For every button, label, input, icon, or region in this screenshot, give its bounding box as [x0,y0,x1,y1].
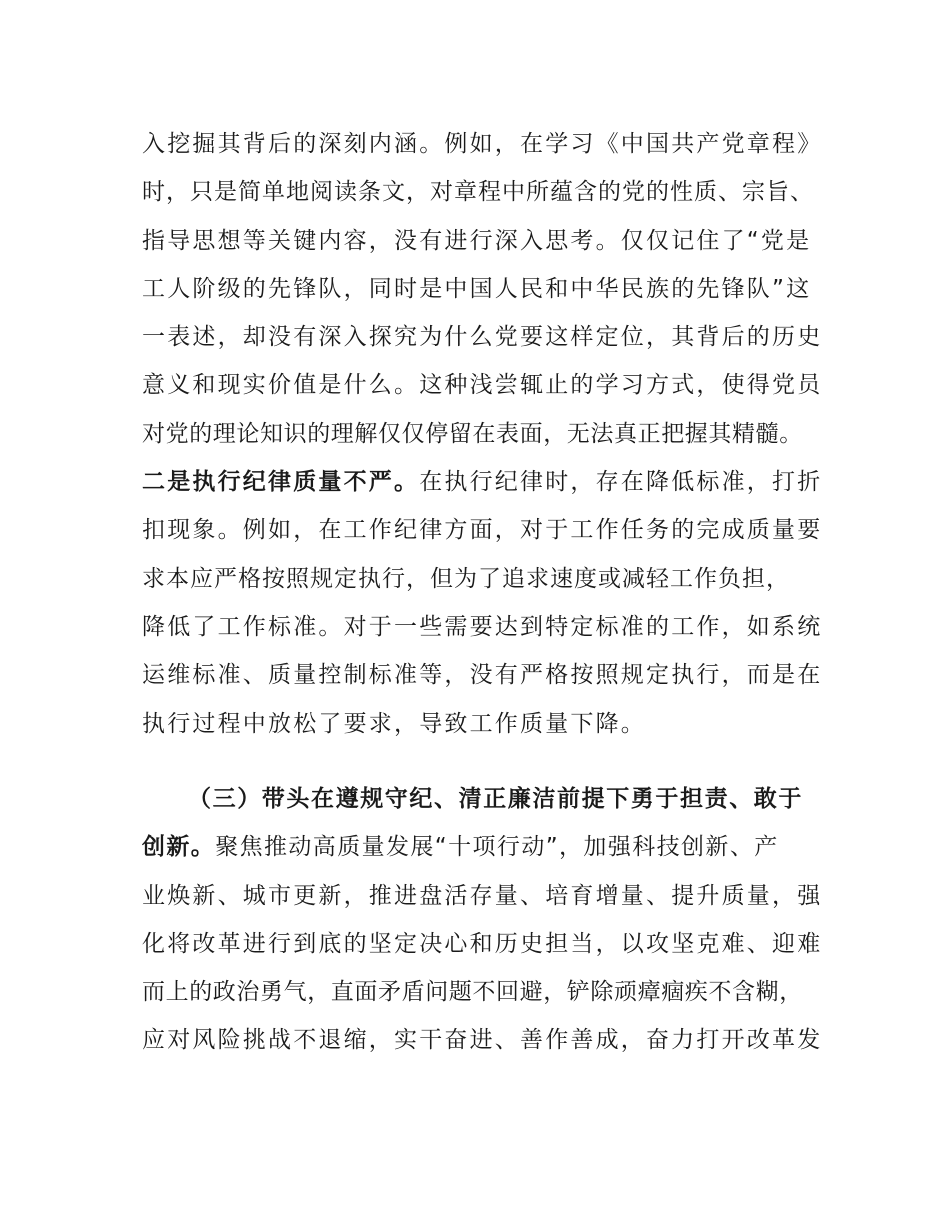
text-line-with-heading [142,823,842,871]
text-line: 运维标准、质量控制标准等，没有严格按照规定执行，而是在 [142,662,823,689]
text-line: 指导思想等关键内容，没有进行深入思考。仅仅记住了“党是 [142,227,812,254]
section-heading: （三）带头在遵规守纪、清正廉洁前提下勇于担责、敢于 [188,786,803,812]
text-line: 对党的理论知识的理解仅仅停留在表面，无法真正把握其精髓。 [142,420,803,447]
text-fragment: 聚焦推动高质量发展“十项行动”，加强科技创新、产 [215,834,779,861]
text-line: 时，只是简单地阅读条文，对章程中所蕴含的党的性质、宗旨、 [142,179,814,206]
text-line-with-heading [142,458,842,506]
text-line: 执行过程中放松了要求，导致工作质量下降。 [142,710,646,737]
section-heading-end: 创新。 [142,834,216,861]
text-line: 扣现象。例如，在工作纪律方面，对于工作任务的完成质量要 [142,517,823,544]
paragraph-party-theory-and-discipline [142,120,842,748]
text-line: 入挖掘其背后的深刻内涵。例如，在学习《中国共产党章程》 [142,131,823,157]
subheading-discipline-quality: 二是执行纪律质量不严。 [142,469,420,496]
text-line: 降低了工作标准。对于一些需要达到特定标准的工作，如系统 [142,613,823,640]
text-fragment: 在执行纪律时，存在降低标准，打折 [419,469,823,496]
text-line: 而上的政治勇气，直面矛盾问题不回避，铲除顽瘴痼疾不含糊， [142,979,803,1006]
text-line: 求本应严格按照规定执行，但为了追求速度或减轻工作负担， [142,565,790,592]
text-line: 应对风险挑战不退缩，实干奋进、善作善成，奋力打开改革发 [142,1027,823,1054]
text-line: 业焕新、城市更新，推进盘活存量、培育增量、提升质量，强 [142,882,823,909]
text-line: 一表述，却没有深入探究为什么党要这样定位，其背后的历史 [142,324,823,351]
text-line: 意义和现实价值是什么。这种浅尝辄止的学习方式，使得党员 [142,372,823,399]
paragraph-section-three [142,775,842,1065]
text-line: 化将改革进行到底的坚定决心和历史担当，以攻坚克难、迎难 [142,930,823,957]
text-line: 工人阶级的先锋队，同时是中国人民和中华民族的先锋队”这 [142,275,812,302]
